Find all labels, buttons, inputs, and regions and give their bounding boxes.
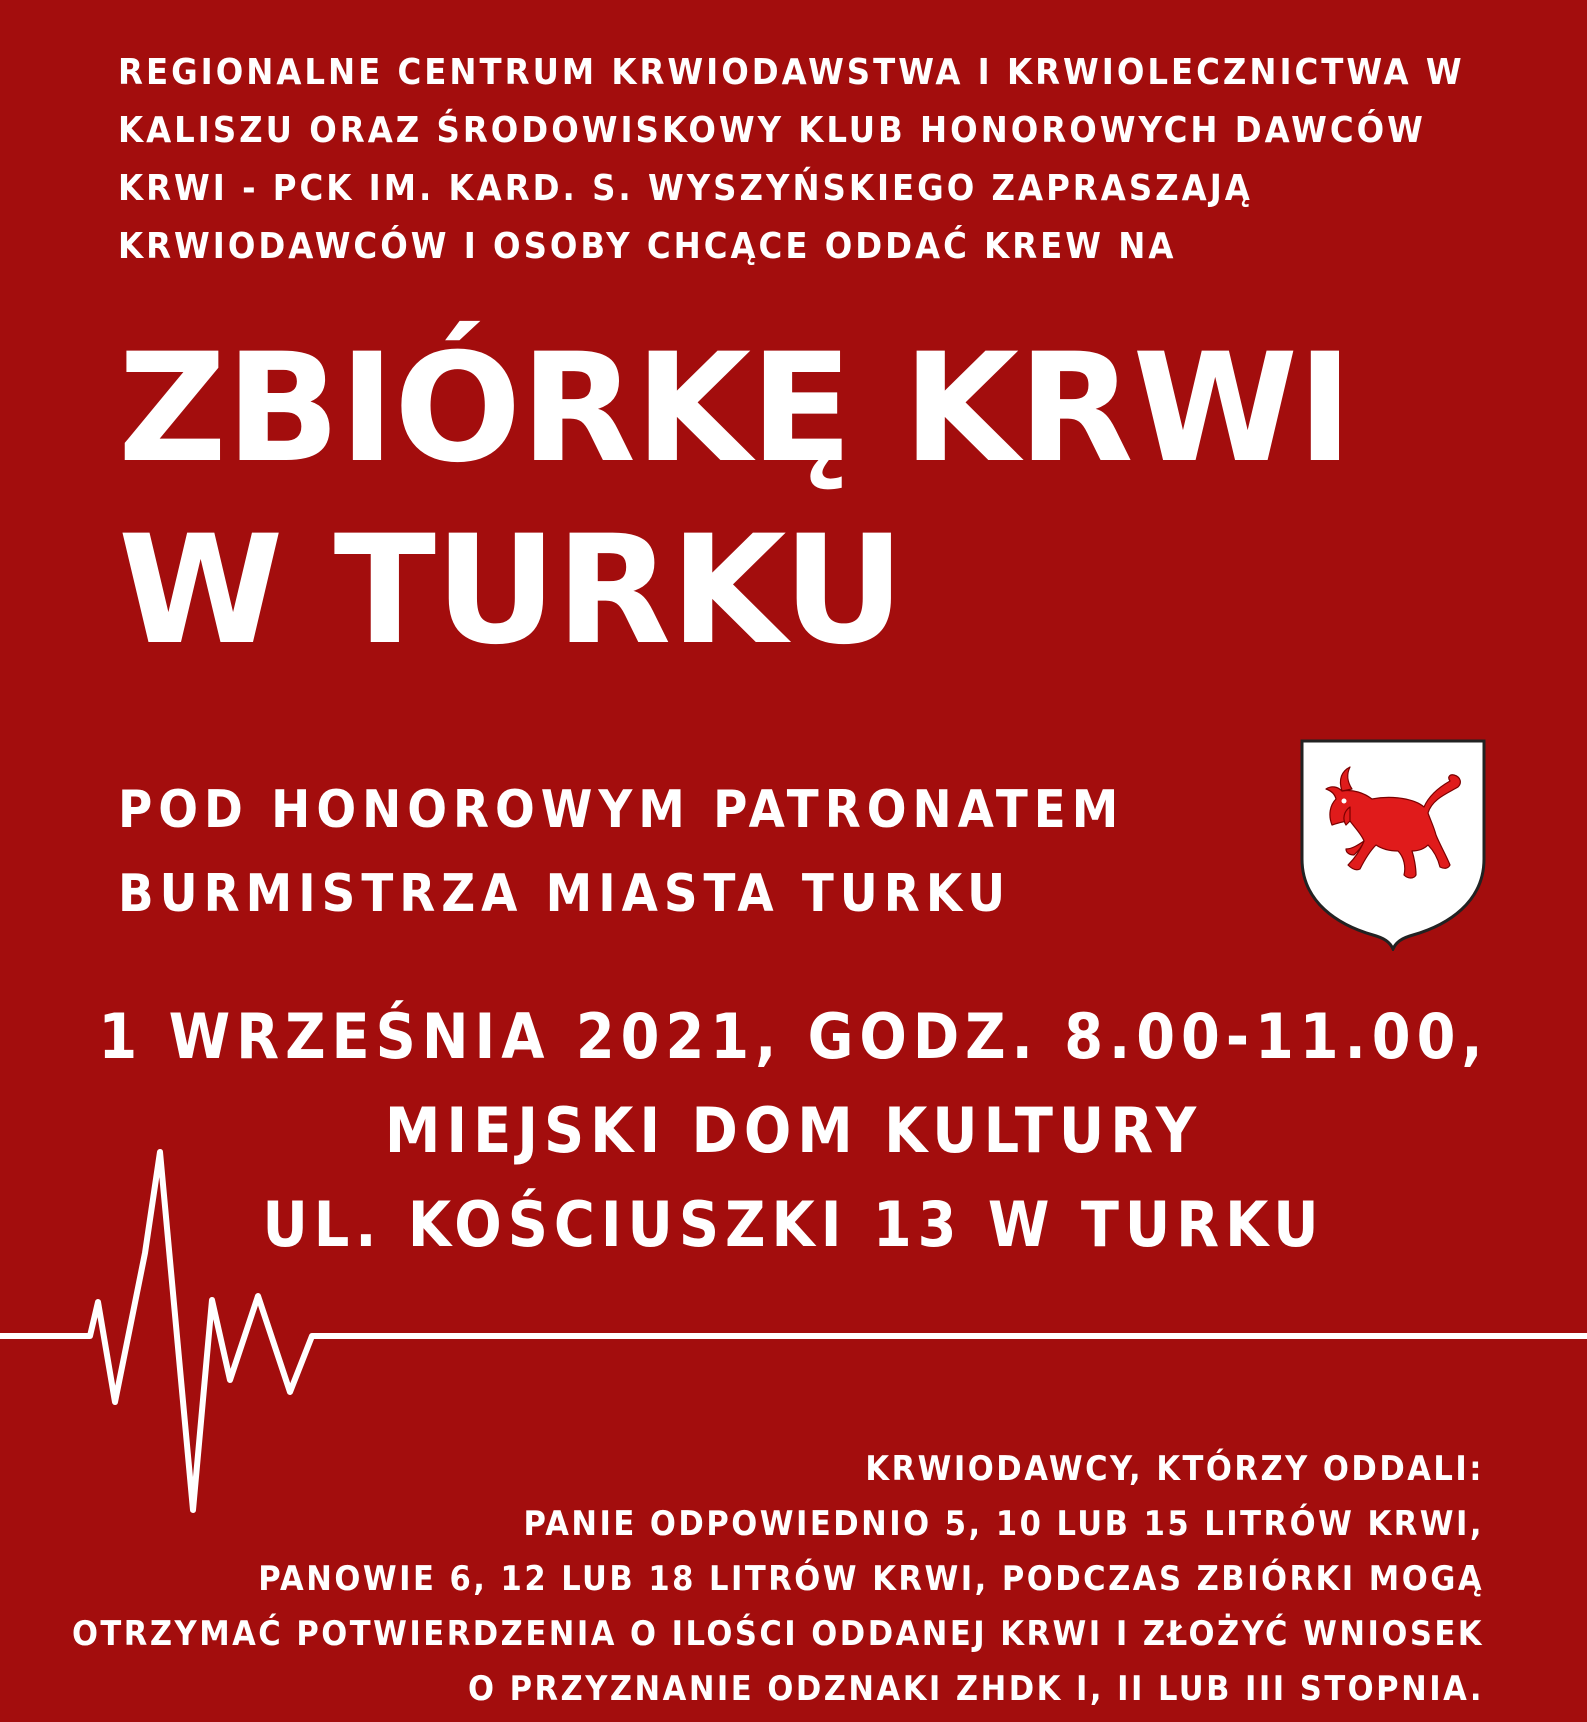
intro-text <box>118 44 1478 276</box>
patronage-text <box>118 768 1124 936</box>
intro-line: REGIONALNE CENTRUM KRWIODAWSTWA I KRWIOLECZNICTWA W <box>118 52 1465 93</box>
footnote-text <box>72 1442 1484 1717</box>
intro-line: KALISZU ORAZ ŚRODOWISKOWY KLUB HONOROWYCH DAWCÓW <box>118 110 1426 151</box>
event-address: UL. KOŚCIUSZKI 13 W TURKU <box>262 1188 1325 1261</box>
headline-line: ZBIÓRKĘ KRWI <box>118 322 1352 496</box>
footnote-line: KRWIODAWCY, KTÓRZY ODDALI: <box>865 1449 1484 1489</box>
event-date-time: 1 WRZEŚNIA 2021, GODZ. 8.00-11.00, <box>98 1000 1489 1073</box>
patronage-line: BURMISTRZA MIASTA TURKU <box>118 864 1012 924</box>
intro-line: KRWI - PCK IM. KARD. S. WYSZYŃSKIEGO ZAPRASZAJĄ <box>118 168 1253 209</box>
intro-line: KRWIODAWCÓW I OSOBY CHCĄCE ODDAĆ KREW NA <box>118 226 1177 267</box>
headline-line: W TURKU <box>118 504 904 678</box>
coat-of-arms-icon <box>1298 737 1488 951</box>
footnote-line: PANOWIE 6, 12 LUB 18 LITRÓW KRWI, PODCZAS ZBIÓRKI MOGĄ <box>258 1559 1484 1599</box>
patronage-line: POD HONOROWYM PATRONATEM <box>118 780 1125 840</box>
event-venue: MIEJSKI DOM KULTURY <box>384 1094 1203 1167</box>
headline <box>118 318 1352 682</box>
footnote-line: PANIE ODPOWIEDNIO 5, 10 LUB 15 LITRÓW KRWI, <box>523 1504 1484 1544</box>
footnote-line: OTRZYMAĆ POTWIERDZENIA O ILOŚCI ODDANEJ KRWI I ZŁOŻYĆ WNIOSEK <box>71 1614 1484 1654</box>
footnote-line: O PRZYZNANIE ODZNAKI ZHDK I, II LUB III STOPNIA. <box>467 1669 1484 1709</box>
